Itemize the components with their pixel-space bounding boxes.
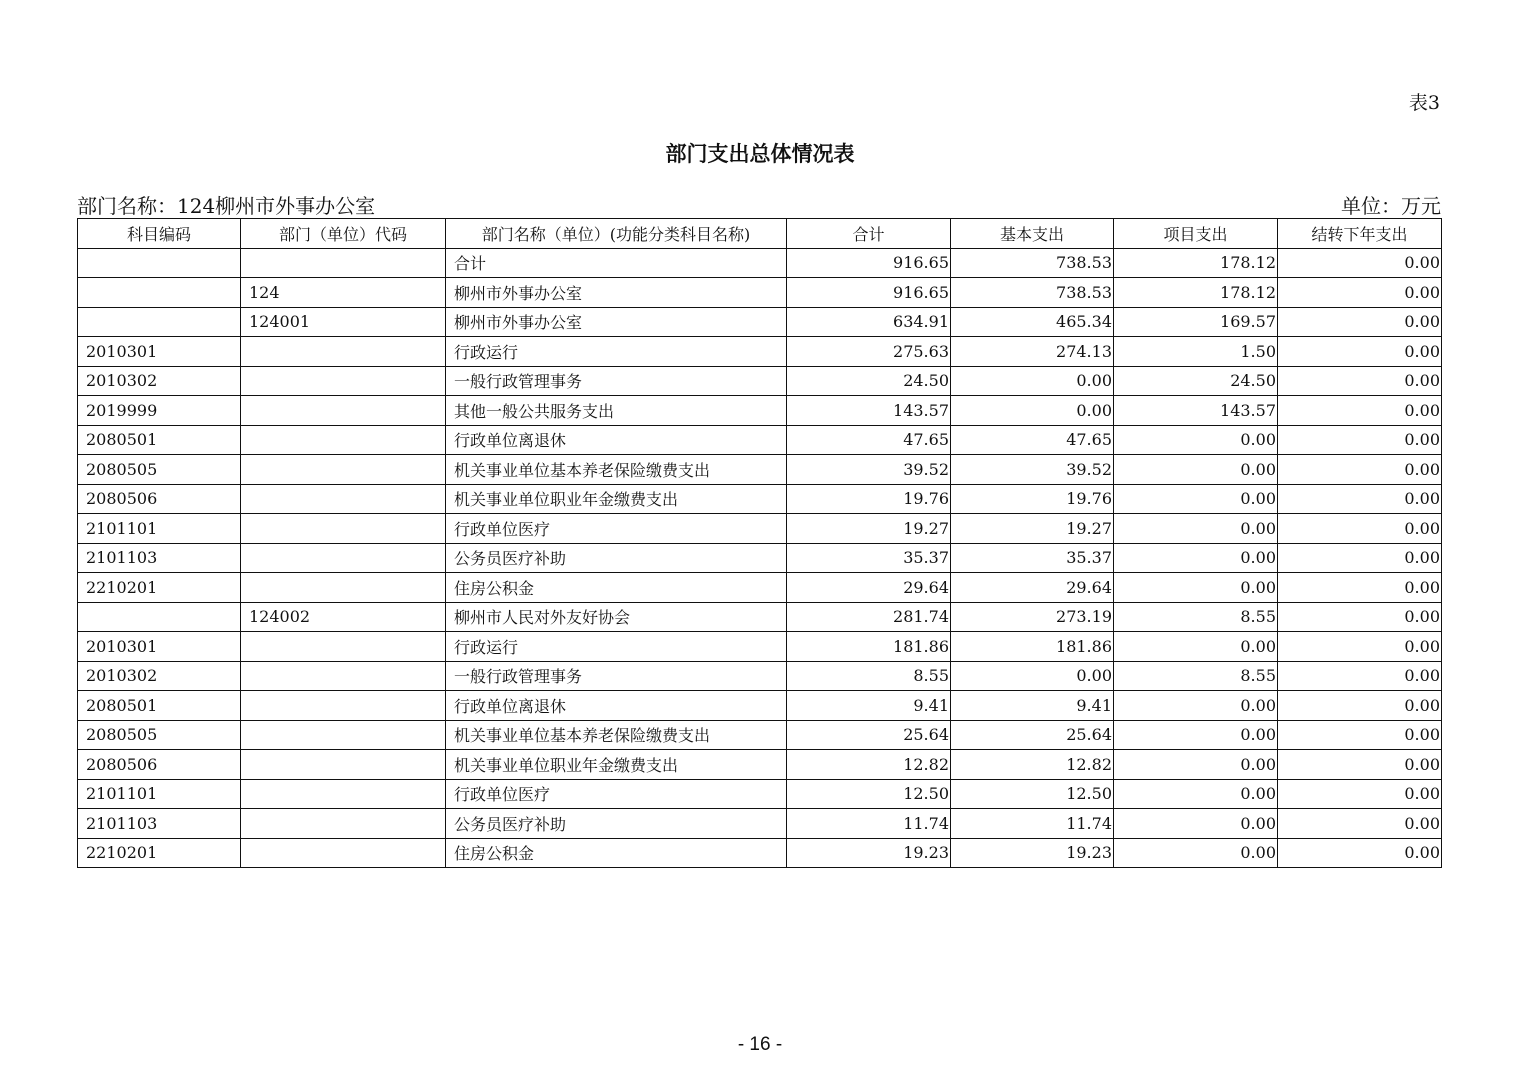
table-row — [78, 661, 1442, 691]
expenditure-table — [77, 218, 1442, 868]
table-row — [78, 455, 1442, 485]
dept-code-cell — [241, 750, 446, 780]
dept-name-cell: 机关事业单位基本养老保险缴费支出 — [446, 455, 787, 485]
basic-expense-cell: 19.23 — [951, 838, 1114, 868]
carryover-cell: 0.00 — [1278, 750, 1442, 780]
basic-expense-cell: 19.27 — [951, 514, 1114, 544]
dept-name-cell: 住房公积金 — [446, 838, 787, 868]
dept-code-cell — [241, 720, 446, 750]
dept-code-cell — [241, 691, 446, 721]
basic-expense-cell: 19.76 — [951, 484, 1114, 514]
project-expense-cell: 143.57 — [1114, 396, 1278, 426]
carryover-cell: 0.00 — [1278, 661, 1442, 691]
carryover-cell: 0.00 — [1278, 455, 1442, 485]
basic-expense-cell: 25.64 — [951, 720, 1114, 750]
project-expense-cell: 0.00 — [1114, 543, 1278, 573]
basic-expense-cell: 12.50 — [951, 779, 1114, 809]
dept-code-cell — [241, 573, 446, 603]
basic-expense-cell: 0.00 — [951, 396, 1114, 426]
subject-code-cell — [78, 307, 241, 337]
basic-expense-cell: 181.86 — [951, 632, 1114, 662]
dept-name-cell: 行政单位医疗 — [446, 779, 787, 809]
project-expense-cell: 178.12 — [1114, 248, 1278, 278]
meta-row — [77, 190, 1441, 216]
dept-code-cell — [241, 779, 446, 809]
table-row — [78, 602, 1442, 632]
dept-code-cell — [241, 396, 446, 426]
total-cell: 8.55 — [787, 661, 951, 691]
total-cell: 181.86 — [787, 632, 951, 662]
subject-code-cell: 2019999 — [78, 396, 241, 426]
dept-name-cell: 机关事业单位基本养老保险缴费支出 — [446, 720, 787, 750]
unit-label: 单位：万元 — [1341, 194, 1441, 218]
project-expense-cell: 0.00 — [1114, 455, 1278, 485]
project-expense-cell: 178.12 — [1114, 278, 1278, 308]
project-expense-cell: 0.00 — [1114, 809, 1278, 839]
total-cell: 9.41 — [787, 691, 951, 721]
total-cell: 11.74 — [787, 809, 951, 839]
total-cell: 39.52 — [787, 455, 951, 485]
dept-name-cell: 行政单位医疗 — [446, 514, 787, 544]
total-cell: 12.82 — [787, 750, 951, 780]
subject-code-cell: 2101103 — [78, 543, 241, 573]
basic-expense-cell: 0.00 — [951, 366, 1114, 396]
carryover-cell: 0.00 — [1278, 573, 1442, 603]
subject-code-cell: 2010301 — [78, 337, 241, 367]
column-header: 部门（单位）代码 — [241, 219, 446, 249]
subject-code-cell — [78, 248, 241, 278]
carryover-cell: 0.00 — [1278, 337, 1442, 367]
department-name: 部门名称：124柳州市外事办公室 — [77, 194, 376, 218]
project-expense-cell: 169.57 — [1114, 307, 1278, 337]
subject-code-cell: 2080505 — [78, 720, 241, 750]
column-header: 部门名称（单位）(功能分类科目名称) — [446, 219, 787, 249]
project-expense-cell: 0.00 — [1114, 573, 1278, 603]
subject-code-cell: 2010302 — [78, 661, 241, 691]
subject-code-cell: 2010302 — [78, 366, 241, 396]
carryover-cell: 0.00 — [1278, 484, 1442, 514]
page-title: 部门支出总体情况表 — [665, 142, 855, 166]
table-row — [78, 720, 1442, 750]
total-cell: 19.27 — [787, 514, 951, 544]
project-expense-cell: 0.00 — [1114, 838, 1278, 868]
carryover-cell: 0.00 — [1278, 720, 1442, 750]
dept-code-cell: 124002 — [241, 602, 446, 632]
carryover-cell: 0.00 — [1278, 779, 1442, 809]
basic-expense-cell: 12.82 — [951, 750, 1114, 780]
dept-code-cell — [241, 661, 446, 691]
basic-expense-cell: 29.64 — [951, 573, 1114, 603]
table-row — [78, 337, 1442, 367]
project-expense-cell: 8.55 — [1114, 602, 1278, 632]
basic-expense-cell: 39.52 — [951, 455, 1114, 485]
subject-code-cell: 2101103 — [78, 809, 241, 839]
carryover-cell: 0.00 — [1278, 425, 1442, 455]
subject-code-cell — [78, 602, 241, 632]
dept-code-cell: 124001 — [241, 307, 446, 337]
dept-code-cell — [241, 543, 446, 573]
total-cell: 12.50 — [787, 779, 951, 809]
basic-expense-cell: 738.53 — [951, 278, 1114, 308]
table-row — [78, 366, 1442, 396]
subject-code-cell: 2010301 — [78, 632, 241, 662]
column-header: 合计 — [787, 219, 951, 249]
dept-code-cell — [241, 838, 446, 868]
total-cell: 29.64 — [787, 573, 951, 603]
table-row — [78, 514, 1442, 544]
total-cell: 25.64 — [787, 720, 951, 750]
basic-expense-cell: 9.41 — [951, 691, 1114, 721]
table-header-row — [78, 219, 1442, 249]
project-expense-cell: 0.00 — [1114, 632, 1278, 662]
table-row — [78, 838, 1442, 868]
table-row — [78, 779, 1442, 809]
project-expense-cell: 1.50 — [1114, 337, 1278, 367]
project-expense-cell: 0.00 — [1114, 750, 1278, 780]
dept-name-cell: 行政单位离退休 — [446, 691, 787, 721]
dept-code-cell — [241, 514, 446, 544]
subject-code-cell: 2080506 — [78, 750, 241, 780]
carryover-cell: 0.00 — [1278, 602, 1442, 632]
carryover-cell: 0.00 — [1278, 307, 1442, 337]
table-row — [78, 632, 1442, 662]
column-header: 基本支出 — [951, 219, 1114, 249]
total-cell: 19.23 — [787, 838, 951, 868]
dept-code-cell — [241, 337, 446, 367]
dept-name-cell: 行政单位离退休 — [446, 425, 787, 455]
table-number: 表3 — [1408, 92, 1440, 114]
dept-name-cell: 一般行政管理事务 — [446, 661, 787, 691]
project-expense-cell: 0.00 — [1114, 514, 1278, 544]
dept-code-cell — [241, 632, 446, 662]
dept-code-cell: 124 — [241, 278, 446, 308]
table-row — [78, 573, 1442, 603]
total-cell: 634.91 — [787, 307, 951, 337]
dept-name-cell: 公务员医疗补助 — [446, 809, 787, 839]
total-cell: 143.57 — [787, 396, 951, 426]
dept-name-cell: 机关事业单位职业年金缴费支出 — [446, 750, 787, 780]
carryover-cell: 0.00 — [1278, 838, 1442, 868]
dept-name-cell: 其他一般公共服务支出 — [446, 396, 787, 426]
table-row — [78, 484, 1442, 514]
dept-name-cell: 住房公积金 — [446, 573, 787, 603]
subject-code-cell: 2101101 — [78, 514, 241, 544]
total-cell: 19.76 — [787, 484, 951, 514]
table-body — [78, 248, 1442, 868]
dept-name-cell: 柳州市外事办公室 — [446, 278, 787, 308]
dept-name-cell: 行政运行 — [446, 337, 787, 367]
dept-name-cell: 柳州市人民对外友好协会 — [446, 602, 787, 632]
project-expense-cell: 8.55 — [1114, 661, 1278, 691]
subject-code-cell: 2080506 — [78, 484, 241, 514]
subject-code-cell — [78, 278, 241, 308]
page-number: - 16 - — [737, 1034, 783, 1055]
column-header: 结转下年支出 — [1278, 219, 1442, 249]
basic-expense-cell: 738.53 — [951, 248, 1114, 278]
table-row — [78, 307, 1442, 337]
dept-name-cell: 一般行政管理事务 — [446, 366, 787, 396]
carryover-cell: 0.00 — [1278, 278, 1442, 308]
table-row — [78, 425, 1442, 455]
basic-expense-cell: 0.00 — [951, 661, 1114, 691]
table-row — [78, 278, 1442, 308]
carryover-cell: 0.00 — [1278, 543, 1442, 573]
basic-expense-cell: 274.13 — [951, 337, 1114, 367]
table-row — [78, 691, 1442, 721]
dept-name-cell: 合计 — [446, 248, 787, 278]
subject-code-cell: 2101101 — [78, 779, 241, 809]
column-header: 科目编码 — [78, 219, 241, 249]
dept-name-cell: 公务员医疗补助 — [446, 543, 787, 573]
total-cell: 281.74 — [787, 602, 951, 632]
table-row — [78, 543, 1442, 573]
basic-expense-cell: 465.34 — [951, 307, 1114, 337]
total-cell: 275.63 — [787, 337, 951, 367]
carryover-cell: 0.00 — [1278, 809, 1442, 839]
dept-code-cell — [241, 248, 446, 278]
basic-expense-cell: 273.19 — [951, 602, 1114, 632]
subject-code-cell: 2080501 — [78, 691, 241, 721]
dept-code-cell — [241, 425, 446, 455]
total-cell: 916.65 — [787, 278, 951, 308]
total-cell: 24.50 — [787, 366, 951, 396]
subject-code-cell: 2080501 — [78, 425, 241, 455]
dept-code-cell — [241, 455, 446, 485]
table-row — [78, 750, 1442, 780]
column-header: 项目支出 — [1114, 219, 1278, 249]
table-row — [78, 396, 1442, 426]
dept-code-cell — [241, 484, 446, 514]
project-expense-cell: 0.00 — [1114, 779, 1278, 809]
subject-code-cell: 2210201 — [78, 573, 241, 603]
carryover-cell: 0.00 — [1278, 396, 1442, 426]
carryover-cell: 0.00 — [1278, 514, 1442, 544]
carryover-cell: 0.00 — [1278, 366, 1442, 396]
subject-code-cell: 2210201 — [78, 838, 241, 868]
dept-name-cell: 柳州市外事办公室 — [446, 307, 787, 337]
total-cell: 916.65 — [787, 248, 951, 278]
dept-name-cell: 行政运行 — [446, 632, 787, 662]
carryover-cell: 0.00 — [1278, 248, 1442, 278]
basic-expense-cell: 35.37 — [951, 543, 1114, 573]
basic-expense-cell: 11.74 — [951, 809, 1114, 839]
project-expense-cell: 0.00 — [1114, 720, 1278, 750]
table-row — [78, 248, 1442, 278]
dept-code-cell — [241, 366, 446, 396]
carryover-cell: 0.00 — [1278, 691, 1442, 721]
project-expense-cell: 24.50 — [1114, 366, 1278, 396]
project-expense-cell: 0.00 — [1114, 425, 1278, 455]
carryover-cell: 0.00 — [1278, 632, 1442, 662]
table-row — [78, 809, 1442, 839]
project-expense-cell: 0.00 — [1114, 484, 1278, 514]
project-expense-cell: 0.00 — [1114, 691, 1278, 721]
dept-code-cell — [241, 809, 446, 839]
total-cell: 47.65 — [787, 425, 951, 455]
basic-expense-cell: 47.65 — [951, 425, 1114, 455]
subject-code-cell: 2080505 — [78, 455, 241, 485]
dept-name-cell: 机关事业单位职业年金缴费支出 — [446, 484, 787, 514]
total-cell: 35.37 — [787, 543, 951, 573]
